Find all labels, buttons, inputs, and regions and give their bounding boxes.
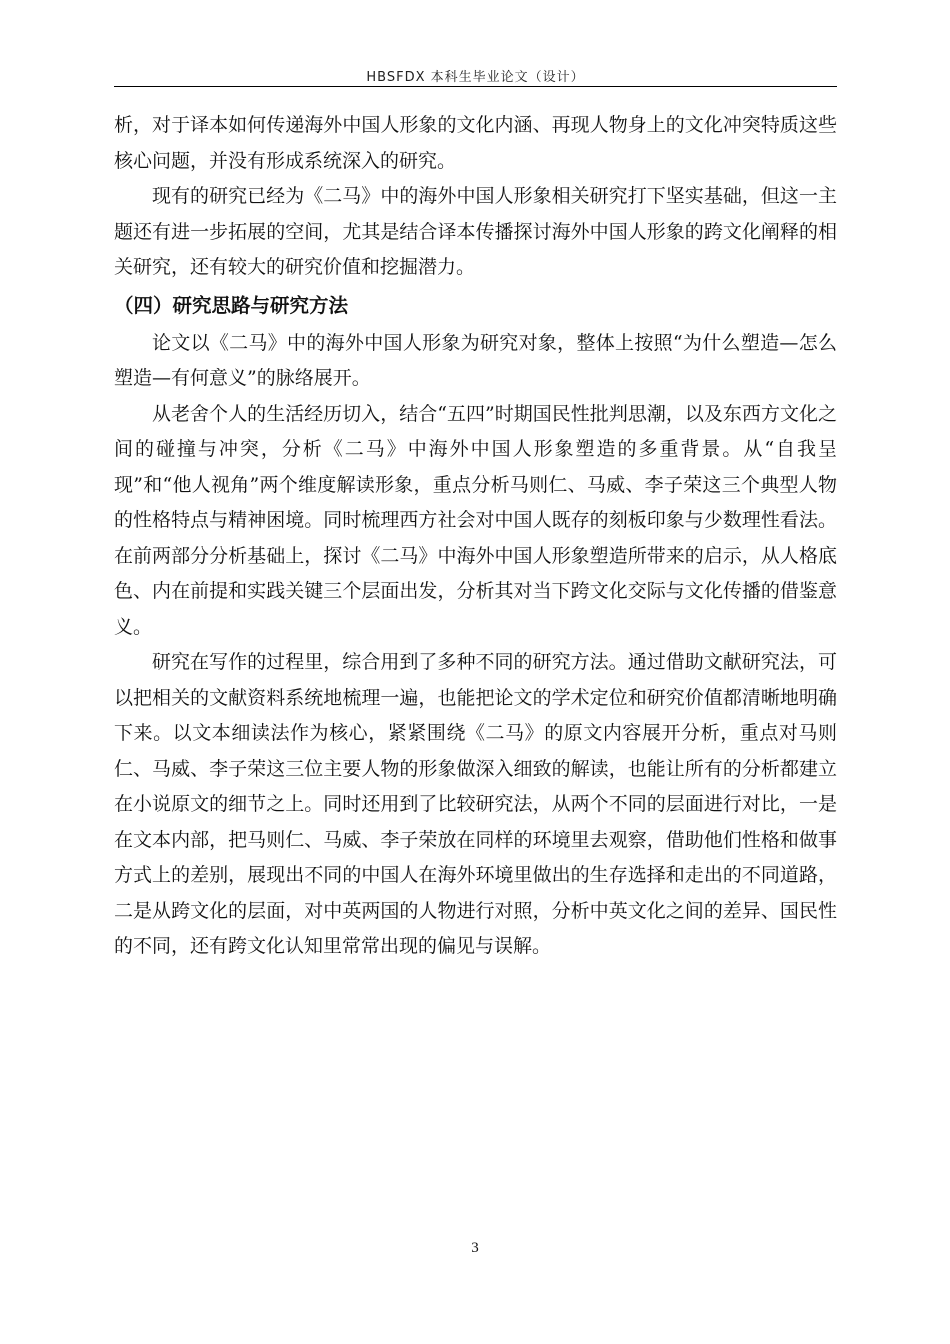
paragraph: 从老舍个人的生活经历切入，结合“五四”时期国民性批判思潮，以及东西方文化之间的碰撞与冲突，分析《二马》中海外中国人形象塑造的多重背景。从“自我呈现”和“他人视角”两个维度解读形象，重点分析马则仁、马威、李子荣这三个典型人物的性格特点与精神困境。同时梳理西方社会对中国人既存的刻板印象与少数理性看法。在前两部分分析基础上，探讨《二马》中海外中国人形象塑造所带来的启示，从人格底色、内在前提和实践关键三个层面出发，分析其对当下跨文化交际与文化传播的借鉴意义。 — [114, 402, 837, 638]
running-header: HBSFDX 本科生毕业论文（设计） — [366, 70, 585, 85]
section-heading: （四）研究思路与研究方法 — [114, 293, 349, 317]
paragraph: 论文以《二马》中的海外中国人形象为研究对象，整体上按照“为什么塑造—怎么塑造—有何意义”的脉络展开。 — [114, 331, 837, 389]
document-body — [114, 108, 837, 965]
paragraph: 现有的研究已经为《二马》中的海外中国人形象相关研究打下坚实基础，但这一主题还有进一步拓展的空间，尤其是结合译本传播探讨海外中国人形象的跨文化阐释的相关研究，还有较大的研究价值和挖掘潜力。 — [114, 185, 837, 278]
page-number: 3 — [471, 1240, 479, 1256]
paragraph-continued: 析，对于译本如何传递海外中国人形象的文化内涵、再现人物身上的文化冲突特质这些核心问题，并没有形成系统深入的研究。 — [114, 114, 837, 172]
paragraph: 研究在写作的过程里，综合用到了多种不同的研究方法。通过借助文献研究法，可以把相关的文献资料系统地梳理一遍，也能把论文的学术定位和研究价值都清晰地明确下来。以文本细读法作为核心，紧紧围绕《二马》的原文内容展开分析，重点对马则仁、马威、李子荣这三位主要人物的形象做深入细致的解读，也能让所有的分析都建立在小说原文的细节之上。同时还用到了比较研究法，从两个不同的层面进行对比，一是在文本内部，把马则仁、马威、李子荣放在同样的环境里去观察，借助他们性格和做事方式上的差别，展现出不同的中国人在海外环境里做出的生存选择和走出的不同道路，二是从跨文化的层面，对中英两国的人物进行对照，分析中英文化之间的差异、国民性的不同，还有跨文化认知里常常出现的偏见与误解。 — [114, 651, 837, 957]
header-rule — [114, 86, 837, 87]
